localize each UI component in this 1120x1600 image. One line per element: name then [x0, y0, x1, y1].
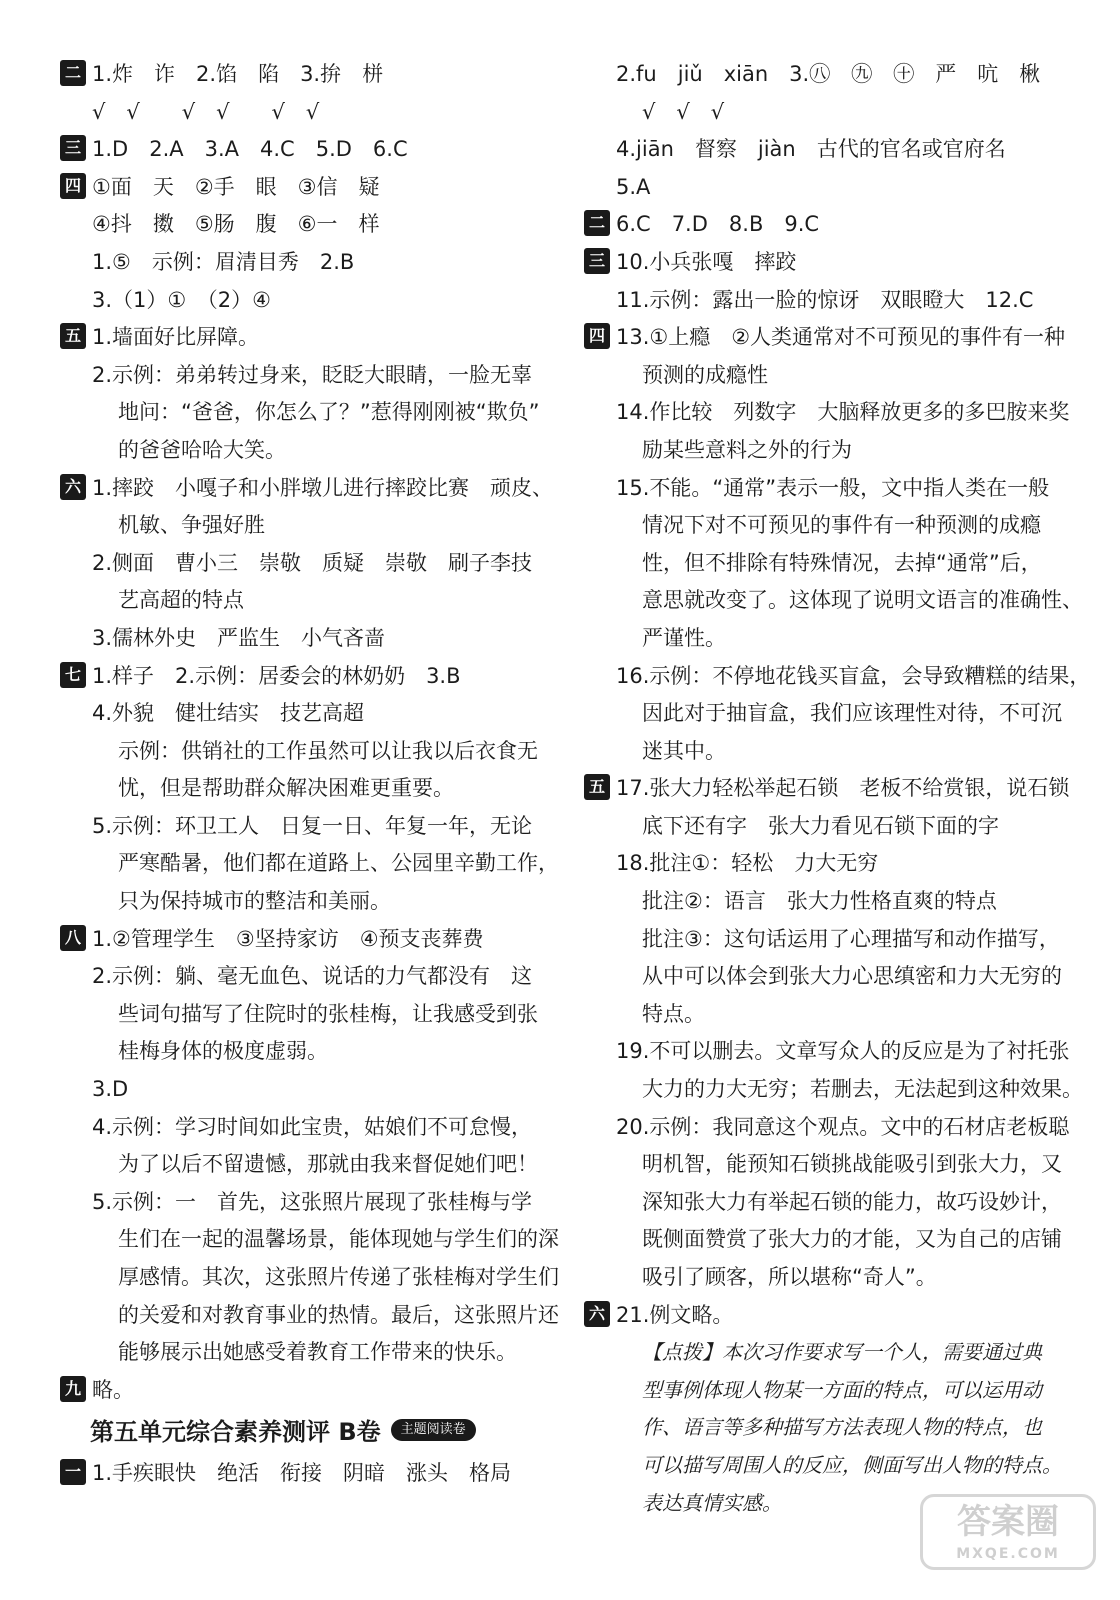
answer-line — [584, 56, 1084, 94]
unit-title — [60, 1409, 550, 1455]
answer-line — [60, 1259, 559, 1297]
check-marks: √ √ √ √ √ √ — [92, 99, 320, 124]
answer-line — [584, 1109, 1084, 1147]
answer-text: ①面 天 ②手 眼 ③信 疑 — [92, 174, 380, 199]
handwritten-text: 【点拨】本次习作要求写一个人，需要通过典 — [642, 1340, 1042, 1365]
answer-text: 为了以后不留遗憾，那就由我来督促她们吧！ — [118, 1152, 538, 1177]
answer-line — [60, 470, 554, 508]
answer-line — [584, 1297, 1084, 1335]
handwritten-text: 型事例体现人物某一方面的特点，可以运用动 — [642, 1377, 1042, 1402]
answer-text: 6.C 7.D 8.B 9.C — [616, 212, 820, 237]
answer-line — [60, 1071, 550, 1109]
answer-text: 2.fu jiǔ xiān 3.㊇ ㊈ ㊉ 严 吭 楸 — [616, 62, 1041, 86]
answer-line — [584, 658, 1091, 696]
answer-line — [60, 996, 550, 1034]
answer-text: 能够展示出她感受着教育工作带来的快乐。 — [118, 1340, 517, 1365]
answer-line — [60, 695, 550, 733]
answer-line — [60, 206, 550, 244]
answer-text: 14.作比较 列数字 大脑释放更多的多巴胺来奖 — [616, 400, 1070, 425]
answer-text: 迷其中。 — [642, 738, 726, 763]
answer-text: 批注③：这句话运用了心理描写和动作描写， — [642, 926, 1060, 951]
answer-line — [584, 470, 1084, 508]
section-badge: 九 — [60, 1376, 86, 1402]
answer-text: 大力的力大无穷；若删去，无法起到这种效果。 — [642, 1077, 1083, 1102]
answer-text: 21.例文略。 — [616, 1302, 734, 1327]
section-badge: 五 — [60, 323, 86, 349]
answer-line — [584, 996, 1084, 1034]
answer-text: 些词句描写了住院时的张桂梅，让我感受到张 — [118, 1001, 538, 1026]
answer-line — [584, 620, 1084, 658]
answer-line — [584, 883, 1084, 921]
answer-text: 1.样子 2.示例：居委会的林奶奶 3.B — [92, 663, 461, 688]
answer-text: 地问：“爸爸，你怎么了？”惹得刚刚被“欺负” — [118, 400, 540, 425]
answer-text: 4.jiān 督察 jiàn 古代的官名或官府名 — [616, 137, 1006, 162]
answer-line — [584, 845, 1084, 883]
answer-line — [584, 244, 1084, 282]
answer-text: 15.不能。“通常”表示一般，文中指人类在一般 — [616, 475, 1050, 500]
section-badge: 五 — [584, 774, 610, 800]
answer-line — [584, 1146, 1084, 1184]
answer-text: 因此对于抽盲盒，我们应该理性对待，不可沉 — [642, 701, 1062, 726]
answer-text: 忧，但是帮助群众解决困难更重要。 — [118, 776, 454, 801]
answer-line — [60, 357, 550, 395]
section-badge: 一 — [60, 1459, 86, 1485]
section-badge: 六 — [584, 1301, 610, 1327]
answer-line — [584, 507, 1084, 545]
answer-text: ④抖 擞 ⑤肠 腹 ⑥一 样 — [92, 212, 380, 237]
answer-line — [60, 883, 550, 921]
answer-line — [584, 808, 1084, 846]
answer-line — [60, 169, 550, 207]
answer-text: 13.①上瘾 ②人类通常对不可预见的事件有一种 — [616, 325, 1066, 350]
answer-line — [584, 206, 1084, 244]
answer-text: 3.儒林外史 严监生 小气吝啬 — [92, 625, 386, 650]
answer-line — [60, 545, 550, 583]
section-badge: 二 — [584, 210, 610, 236]
answer-text: 意思就改变了。这体现了说明文语言的准确性、 — [642, 588, 1083, 613]
left-column — [60, 56, 559, 1493]
answer-text: 严谨性。 — [642, 625, 726, 650]
answer-line — [584, 357, 1084, 395]
handwritten-line — [584, 1334, 1084, 1372]
answer-line — [60, 282, 550, 320]
answer-line — [60, 1184, 550, 1222]
answer-line — [60, 958, 550, 996]
section-badge: 三 — [584, 248, 610, 274]
answer-text: 2.示例：躺、毫无血色、说话的力气都没有 这 — [92, 964, 533, 989]
handwritten-text: 可以描写周围人的反应，侧面写出人物的特点。 — [642, 1452, 1062, 1477]
answer-text: 从中可以体会到张大力心思缜密和力大无穷的 — [642, 964, 1062, 989]
answer-text: 18.批注①：轻松 力大无穷 — [616, 851, 879, 876]
answer-text: 2.侧面 曹小三 崇敬 质疑 崇敬 刷子李技 — [92, 550, 533, 575]
unit-title-text: 第五单元综合素养测评 B卷 — [90, 1418, 381, 1447]
watermark-url: MXQE.COM — [956, 1546, 1060, 1562]
answer-line — [60, 1033, 550, 1071]
answer-line — [60, 131, 550, 169]
section-badge: 六 — [60, 474, 86, 500]
answer-line — [60, 733, 550, 771]
answer-line — [60, 1297, 559, 1335]
answer-line — [60, 845, 559, 883]
answer-line — [60, 921, 550, 959]
handwritten-line — [584, 1409, 1084, 1447]
answer-line — [584, 958, 1084, 996]
answer-line — [60, 808, 550, 846]
answer-text: 1.墙面好比屏障。 — [92, 325, 260, 350]
answer-text: 3.（1）① （2）④ — [92, 287, 271, 312]
answer-line — [584, 1184, 1084, 1222]
answer-line — [60, 770, 550, 808]
answer-text: 4.外貌 健壮结实 技艺高超 — [92, 701, 365, 726]
answer-text: 5.A — [616, 174, 651, 199]
answer-text: 特点。 — [642, 1001, 705, 1026]
answer-text: 深知张大力有举起石锁的能力，故巧设妙计， — [642, 1189, 1062, 1214]
answer-text: 机敏、争强好胜 — [118, 513, 265, 538]
answer-text: 20.示例：我同意这个观点。文中的石材店老板聪 — [616, 1114, 1070, 1139]
answer-text: 性，但不排除有特殊情况，去掉“通常”后， — [642, 550, 1042, 575]
answer-line — [60, 1146, 550, 1184]
section-badge: 四 — [60, 173, 86, 199]
answer-line — [60, 1221, 559, 1259]
answer-text: 底下还有字 张大力看见石锁下面的字 — [642, 813, 999, 838]
answer-text: 5.示例：一 首先，这张照片展现了张桂梅与学 — [92, 1189, 533, 1214]
answer-line — [60, 94, 550, 132]
right-column — [584, 56, 1091, 1522]
answer-line — [584, 545, 1084, 583]
watermark-logo — [920, 1494, 1096, 1570]
answer-line — [584, 770, 1084, 808]
answer-line — [60, 1109, 550, 1147]
answer-line — [584, 394, 1084, 432]
answer-text: 1.D 2.A 3.A 4.C 5.D 6.C — [92, 137, 408, 162]
answer-line — [584, 282, 1084, 320]
answer-line — [584, 695, 1084, 733]
watermark-text: 答案圈 — [957, 1502, 1059, 1542]
answer-text: 11.示例：露出一脸的惊讶 双眼瞪大 12.C — [616, 287, 1034, 312]
section-badge: 三 — [60, 135, 86, 161]
handwritten-line — [584, 1372, 1084, 1410]
answer-line — [584, 94, 1084, 132]
section-badge: 二 — [60, 60, 86, 86]
answer-text: 艺高超的特点 — [118, 588, 244, 613]
answer-text: 严寒酷暑，他们都在道路上、公园里辛勤工作， — [118, 851, 559, 876]
answer-text: 1.手疾眼快 绝活 衔接 阴暗 涨头 格局 — [92, 1461, 512, 1486]
answer-line — [584, 1221, 1084, 1259]
check-marks: √ √ √ — [642, 99, 725, 124]
answer-text: 励某些意料之外的行为 — [642, 437, 852, 462]
answer-line — [584, 319, 1084, 357]
answer-line — [584, 1033, 1084, 1071]
unit-tag: 主题阅读卷 — [391, 1419, 476, 1441]
answer-text: 示例：供销社的工作虽然可以让我以后衣食无 — [118, 738, 538, 763]
answer-line — [60, 394, 550, 432]
answer-text: 17.张大力轻松举起石锁 老板不给赏银，说石锁 — [616, 776, 1070, 801]
answer-text: 1.②管理学生 ③坚持家访 ④预支丧葬费 — [92, 926, 484, 951]
answer-text: 只为保持城市的整洁和美丽。 — [118, 889, 391, 914]
answer-line — [584, 432, 1084, 470]
answer-text: 的爸爸哈哈大笑。 — [118, 437, 286, 462]
answer-text: 桂梅身体的极度虚弱。 — [118, 1039, 328, 1064]
answer-text: 吸引了顾客，所以堪称“奇人”。 — [642, 1265, 937, 1289]
answer-text: 既侧面赞赏了张大力的才能，又为自己的店铺 — [642, 1227, 1062, 1252]
answer-line — [584, 1259, 1084, 1297]
answer-line — [60, 1372, 550, 1410]
answer-line — [60, 658, 550, 696]
answer-text: 生们在一起的温馨场景，能体现她与学生们的深 — [118, 1227, 559, 1252]
answer-text: 16.示例：不停地花钱买盲盒，会导致糟糕的结果， — [616, 663, 1091, 688]
answer-line — [60, 244, 550, 282]
handwritten-text: 表达真情实感。 — [642, 1490, 782, 1515]
answer-line — [584, 131, 1084, 169]
section-badge: 七 — [60, 662, 86, 688]
answer-line — [584, 582, 1084, 620]
answer-line — [584, 1071, 1084, 1109]
answer-text: 10.小兵张嘎 摔跤 — [616, 249, 797, 274]
answer-text: 厚感情。其次，这张照片传递了张桂梅对学生们 — [118, 1265, 559, 1289]
answer-text: 的关爱和对教育事业的热情。最后，这张照片还 — [118, 1302, 559, 1327]
answer-line — [60, 1455, 550, 1493]
answer-line — [584, 169, 1084, 207]
answer-line — [60, 56, 550, 94]
answer-line — [60, 507, 550, 545]
answer-text: 4.示例：学习时间如此宝贵，姑娘们不可怠慢， — [92, 1114, 533, 1139]
answer-line — [60, 432, 550, 470]
answer-line — [584, 921, 1084, 959]
answer-text: 2.示例：弟弟转过身来，眨眨大眼睛，一脸无辜 — [92, 362, 533, 387]
answer-text: 3.D — [92, 1077, 129, 1102]
answer-text: 情况下对不可预见的事件有一种预测的成瘾 — [642, 513, 1041, 538]
section-badge: 八 — [60, 925, 86, 951]
answer-line — [584, 733, 1084, 771]
answer-line — [60, 319, 550, 357]
answer-line — [60, 582, 550, 620]
answer-text: 略。 — [92, 1377, 134, 1402]
answer-text: 批注②：语言 张大力性格直爽的特点 — [642, 889, 997, 914]
answer-line — [60, 620, 550, 658]
answer-text: 1.⑤ 示例：眉清目秀 2.B — [92, 249, 355, 274]
handwritten-text: 作、语言等多种描写方法表现人物的特点，也 — [642, 1415, 1042, 1440]
answer-text: 19.不可以删去。文章写众人的反应是为了衬托张 — [616, 1039, 1070, 1064]
section-badge: 四 — [584, 323, 610, 349]
answer-text: 预测的成瘾性 — [642, 362, 768, 387]
answer-text: 明机智，能预知石锁挑战能吸引到张大力，又 — [642, 1152, 1062, 1177]
handwritten-line — [584, 1447, 1084, 1485]
answer-text: 1.炸 诈 2.馅 陷 3.拚 栟 — [92, 62, 384, 86]
answer-text: 5.示例：环卫工人 日复一日、年复一年，无论 — [92, 813, 533, 838]
answer-text: 1.摔跤 小嘎子和小胖墩儿进行摔跤比赛 顽皮、 — [92, 475, 554, 500]
answer-line — [60, 1334, 550, 1372]
